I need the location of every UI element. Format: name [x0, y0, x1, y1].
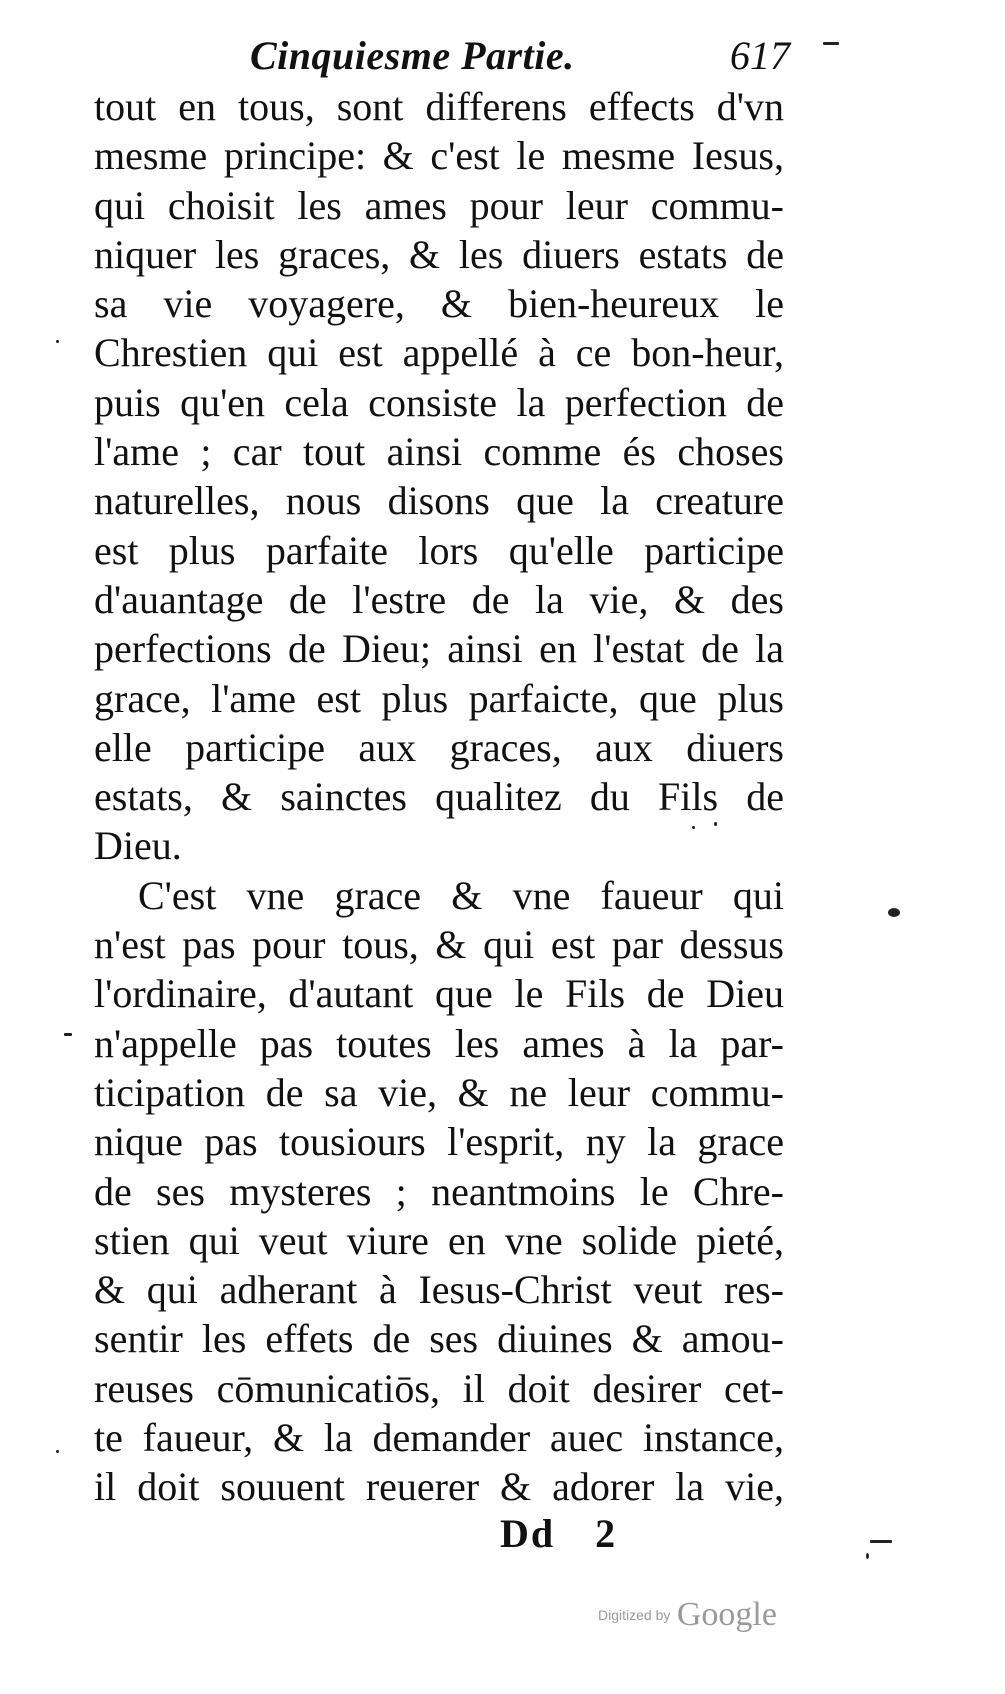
text-line: C'est vne grace & vne faueur qui: [138, 872, 784, 918]
text-line: Chrestien qui est appellé à ce bon-heur,: [94, 330, 784, 376]
text-line: de ses mysteres ; neantmoins le Chre-: [94, 1168, 784, 1214]
scan-speck: [823, 42, 839, 45]
watermark-brand: Google: [676, 1596, 777, 1633]
text-line: Dieu.: [94, 823, 182, 869]
scan-speck: [888, 908, 900, 917]
text-line: tout en tous, sont differens effects d'vn: [94, 84, 784, 129]
text-line: perfections de Dieu; ainsi en l'estat de la: [94, 626, 784, 672]
text-line: l'ame ; car tout ainsi comme és choses: [94, 429, 784, 475]
text-line: estats, & sainctes qualitez du Fils de: [94, 774, 784, 820]
watermark-prefix: Digitized by: [598, 1607, 671, 1623]
text-line: stien qui veut viure en vne solide pieté,: [94, 1217, 784, 1263]
scan-speck: [64, 1033, 72, 1036]
text-line: mesme principe: & c'est le mesme Iesus,: [94, 133, 784, 179]
scan-speck: [870, 1540, 892, 1543]
text-line: n'appelle pas toutes les ames à la par-: [94, 1020, 784, 1066]
scan-speck: [56, 340, 59, 343]
text-line: est plus parfaite lors qu'elle participe: [94, 527, 784, 573]
text-line: puis qu'en cela consiste la perfection de: [94, 379, 784, 425]
scan-speck: [56, 1450, 59, 1453]
running-title: Cinquiesme Partie.: [250, 33, 575, 78]
text-line: sentir les effets de ses diuines & amou-: [94, 1316, 784, 1362]
signature-mark: [500, 1510, 617, 1557]
scan-speck: [866, 1553, 869, 1559]
text-line: l'ordinaire, d'autant que le Fils de Dieu: [94, 971, 784, 1017]
text-line: te faueur, & la demander auec instance,: [94, 1415, 784, 1461]
text-line: sa vie voyagere, & bien-heureux le: [94, 281, 784, 327]
scan-speck: [692, 826, 695, 829]
text-line: il doit souuent reuerer & adorer la vie,: [94, 1464, 784, 1510]
text-line: grace, l'ame est plus parfaicte, que plus: [94, 675, 784, 721]
digitization-watermark: [598, 1596, 777, 1634]
page-number: 617: [730, 33, 790, 78]
text-line: reuses cōmunicatiōs, il doit desirer cet-: [94, 1365, 784, 1411]
scan-speck: [714, 822, 717, 826]
text-line: & qui adherant à Iesus-Christ veut res-: [94, 1267, 784, 1313]
text-line: niquer les graces, & les diuers estats de: [94, 231, 784, 277]
text-line: qui choisit les ames pour leur commu-: [94, 182, 784, 228]
text-line: nique pas tousiours l'esprit, ny la grace: [94, 1119, 784, 1165]
text-line: ticipation de sa vie, & ne leur commu-: [94, 1069, 784, 1115]
text-line: elle participe aux graces, aux diuers: [94, 724, 784, 770]
text-line: d'auantage de l'estre de la vie, & des: [94, 576, 784, 622]
text-line: n'est pas pour tous, & qui est par dessus: [94, 922, 784, 968]
text-line: naturelles, nous disons que la creature: [94, 478, 784, 524]
signature-number: 2: [595, 1511, 618, 1556]
signature-letters: Dd: [500, 1511, 556, 1556]
body-text: [94, 82, 784, 1512]
